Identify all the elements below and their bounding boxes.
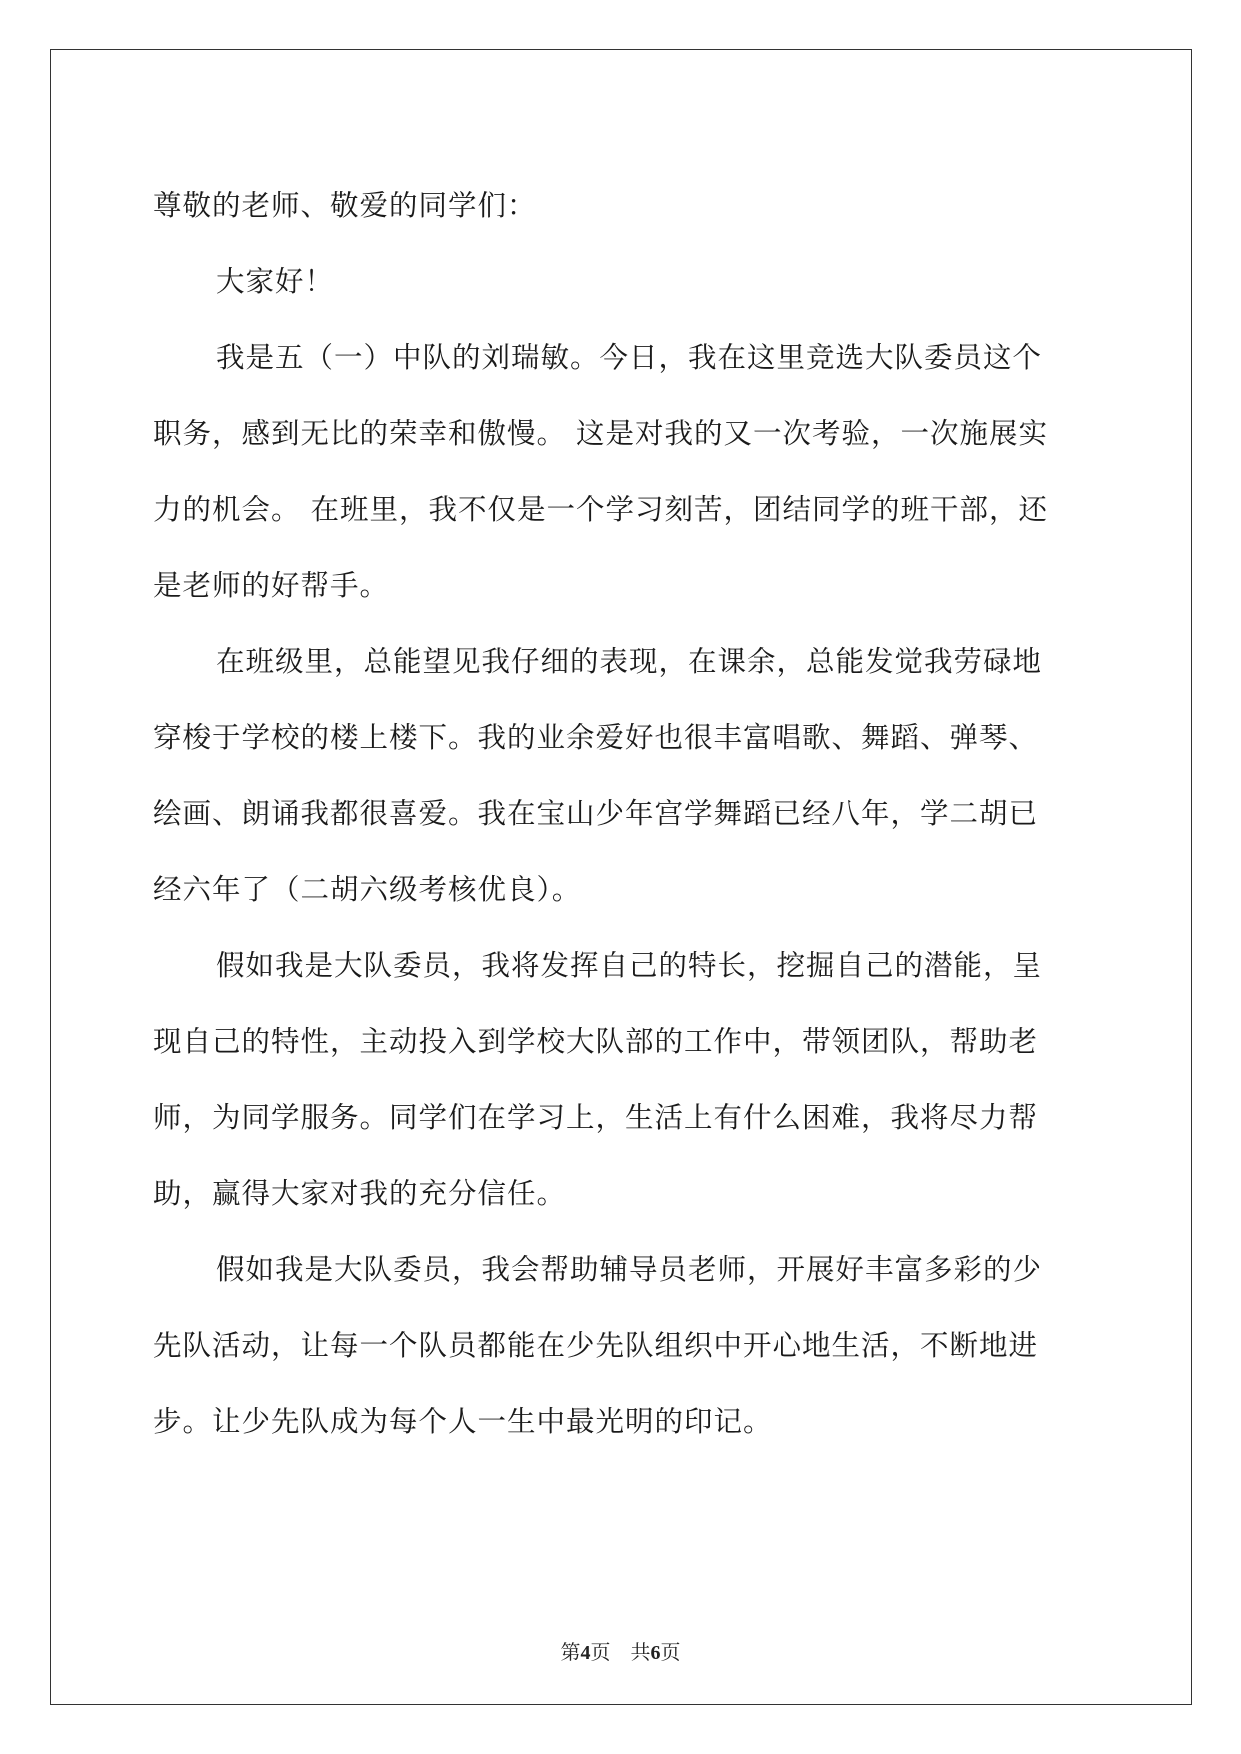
text-line: 大家好！ — [216, 265, 335, 298]
total-page-number: 6 — [650, 1642, 661, 1664]
text-line: 助，赢得大家对我的充分信任。 — [153, 1177, 567, 1210]
text-line: 师，为同学服务。同学们在学习上，生活上有什么困难，我将尽力帮 — [153, 1101, 1039, 1134]
paragraph — [153, 1232, 1091, 1460]
text-line: 穿梭于学校的楼上楼下。我的业余爱好也很丰富唱歌、舞蹈、弹琴、 — [153, 721, 1039, 754]
text-line: 现自己的特性，主动投入到学校大队部的工作中，带领团队，帮助老 — [153, 1025, 1039, 1058]
paragraph — [153, 624, 1091, 928]
paragraph — [153, 244, 1091, 320]
footer-suffix: 页 — [660, 1642, 681, 1664]
document-body — [153, 168, 1091, 1460]
paragraph — [153, 320, 1091, 624]
text-line: 假如我是大队委员，我将发挥自己的特长，挖掘自己的潜能，呈 — [216, 949, 1043, 982]
paragraph — [153, 928, 1091, 1232]
text-line: 步。让少先队成为每个人一生中最光明的印记。 — [153, 1405, 773, 1438]
page-footer — [0, 1636, 1241, 1665]
text-line: 绘画、朗诵我都很喜爱。我在宝山少年宫学舞蹈已经八年，学二胡已 — [153, 797, 1039, 830]
text-line: 假如我是大队委员，我会帮助辅导员老师，开展好丰富多彩的少 — [216, 1253, 1043, 1286]
current-page-number: 4 — [580, 1642, 591, 1664]
text-line: 我是五（一）中队的刘瑞敏。今日，我在这里竞选大队委员这个 — [216, 341, 1043, 374]
text-line: 经六年了（二胡六级考核优良）。 — [153, 873, 582, 906]
text-line: 职务，感到无比的荣幸和傲慢。 这是对我的又一次考验，一次施展实 — [153, 417, 1049, 450]
text-line: 在班级里，总能望见我仔细的表现，在课余，总能发觉我劳碌地 — [216, 645, 1043, 678]
footer-mid: 页 共 — [590, 1642, 651, 1664]
text-line: 是老师的好帮手。 — [153, 569, 390, 602]
text-line: 先队活动，让每一个队员都能在少先队组织中开心地生活，不断地进 — [153, 1329, 1039, 1362]
footer-prefix: 第 — [560, 1642, 581, 1664]
salutation: 尊敬的老师、敬爱的同学们： — [153, 189, 537, 222]
text-line: 力的机会。 在班里，我不仅是一个学习刻苦，团结同学的班干部，还 — [153, 493, 1049, 526]
